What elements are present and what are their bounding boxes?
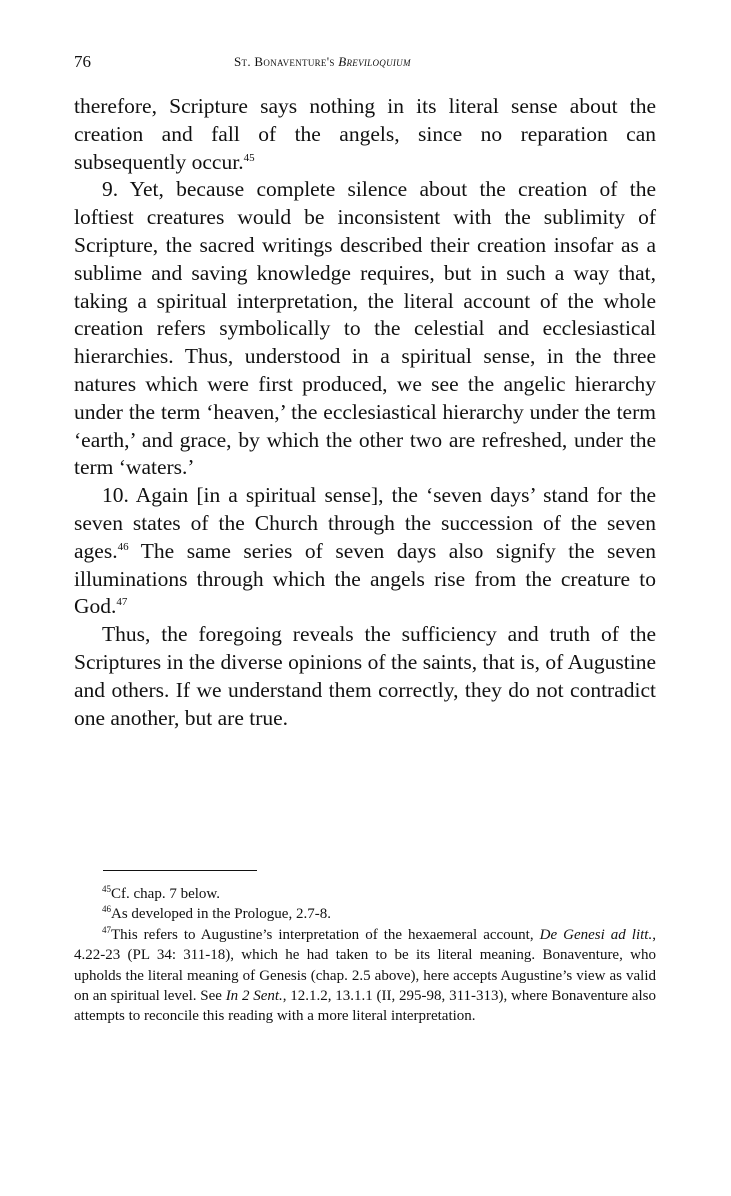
footnote-47 [74, 925, 656, 1027]
page-number: 76 [74, 52, 91, 71]
footnote-number: 45 [102, 884, 111, 894]
footnote-number: 47 [102, 924, 111, 935]
footnote-ref: 45 [243, 151, 255, 164]
paragraph-text: therefore, Scripture says nothing in its literal sense about the creation and fall of the angels, since no reparation can subsequently occur. [74, 94, 656, 174]
citation-title: De Genesi ad litt. [539, 926, 653, 943]
footnotes [74, 884, 656, 1027]
footnote-text: Cf. chap. 7 below. [111, 886, 220, 902]
footnote-text: As developed in the Prologue, 2.7-8. [111, 906, 331, 923]
running-head-title: Breviloquium [338, 54, 411, 69]
paragraph-10 [74, 482, 656, 621]
page-header [74, 52, 656, 74]
footnote-number: 46 [102, 904, 111, 915]
footnote-ref: 47 [116, 596, 128, 609]
paragraph-9: 9. Yet, because complete silence about the creation of the loftiest creatures would be inconsistent with the sublimity of Scripture, the sacred writings described their creation insofar as a sublime and saving knowledge requires, but in such a way that, taking a spiritual interpretation, the literal account of the whole creation refers symbolically to the celestial and ecclesiastical hierarchies. Thus, understood in a spiritual sense, in the three natures which were first produced, we see the angelic hierarchy under the term ‘heaven,’ the ecclesiastical hierarchy under the term ‘earth,’ and grace, by which the other two are refreshed, under the term ‘waters.’ [74, 177, 656, 480]
footnote-text: , 12.1.2, 13.1.1 (II, 295-98, 311-313), where Bonaventure also attempts to reconcile this reading with a more literal interpretation. [74, 988, 656, 1025]
paragraph-text: 10. Again [in a spiritual sense], the ‘seven days’ stand for the seven states of the Church through the succession of the seven ages. [74, 483, 656, 563]
footnote-text: This refers to Augustine’s interpretation of the hexaemeral account, [111, 926, 540, 943]
paragraph-text: The same series of seven days also signify the seven illuminations through which the angels rise from the creature to God. [74, 538, 656, 619]
footnote-46 [74, 904, 656, 924]
running-head-author: St. Bonaventure's [234, 54, 335, 69]
footnote-ref: 46 [117, 540, 129, 553]
running-head [234, 54, 411, 70]
paragraph-conclusion: Thus, the foregoing reveals the sufficiency and truth of the Scriptures in the diverse opinions of the saints, that is, of Augustine and others. If we understand them correctly, they do not contradict one another, but are true. [74, 622, 656, 730]
footnote-divider [103, 870, 257, 871]
citation-title: In 2 Sent. [225, 988, 283, 1005]
paragraph-continuation [74, 93, 656, 176]
footnote-45 [74, 884, 656, 904]
main-text [74, 93, 656, 732]
footnote-text: , 4.22-23 (PL 34: 311-18), which he had taken to be its literal meaning. Bonaventure, who upholds the literal meaning of Genesis (chap. 2.5 above), here accepts Augustine’s view as valid on an spiritual level. See [74, 926, 656, 1005]
